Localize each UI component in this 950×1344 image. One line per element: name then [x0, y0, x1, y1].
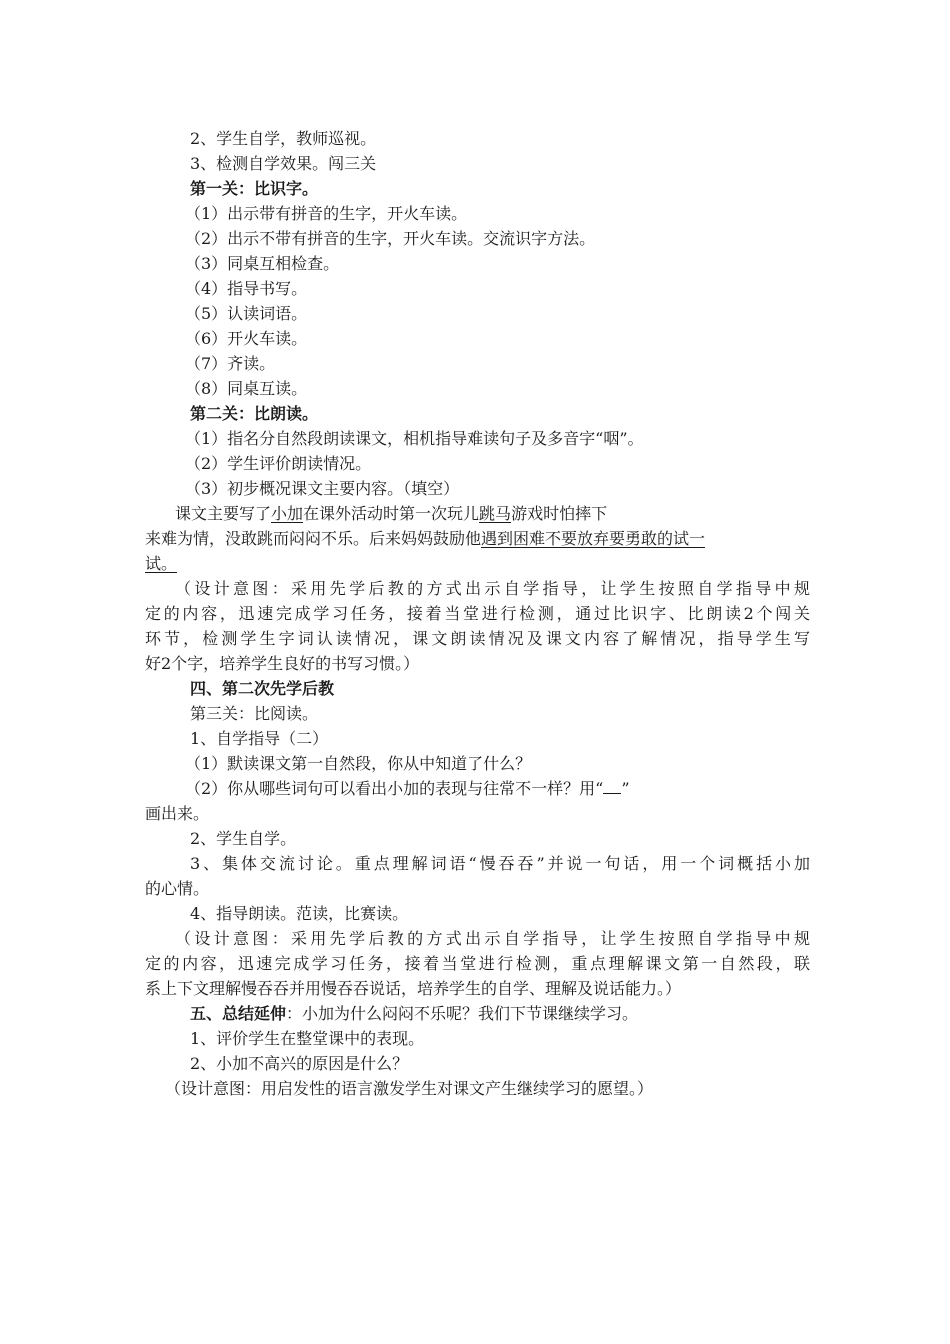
design-intent-1-line-3: 环节，检测学生字词认读情况，课文朗读情况及课文内容了解情况，指导学生写: [145, 629, 810, 648]
level-1-item-2: （2）出示不带有拼音的生字，开火车读。交流识字方法。: [185, 229, 596, 248]
step-3-check-results: 3、检测自学效果。闯三关: [190, 154, 377, 173]
level-2-item-1: （1）指名分自然段朗读课文，相机指导难读句子及多音字“咽”。: [185, 429, 644, 448]
step-3-discussion-cont: 的心情。: [145, 879, 210, 898]
summary-text: 来难为情，没敢跳而闷闷不乐。后来妈妈鼓励他: [145, 529, 482, 548]
level-1-item-6: （6）开火车读。: [185, 329, 308, 348]
level-1-item-1: （1）出示带有拼音的生字，开火车读。: [185, 204, 468, 223]
design-intent-3: （设计意图：用启发性的语言激发学生对课文产生继续学习的愿望。）: [165, 1079, 654, 1098]
level-1-item-7: （7）齐读。: [185, 354, 276, 373]
guide-2-item-2: [185, 776, 810, 801]
level-1-item-5: （5）认读词语。: [185, 304, 308, 323]
design-intent-1-line-1: （设计意图：采用先学后教的方式出示自学指导，让学生按照自学指导中规: [175, 579, 810, 598]
design-intent-2-line-1: （设计意图：采用先学后教的方式出示自学指导，让学生按照自学指导中规: [175, 929, 810, 948]
section-5-text: ：小加为什么闷闷不乐呢？我们下节课继续学习。: [286, 1004, 639, 1023]
design-intent-1-line-4: 好2个字，培养学生良好的书写习惯。）: [145, 654, 420, 673]
design-intent-2-line-2: 定的内容，迅速完成学习任务，接着当堂进行检测，重点理解课文第一自然段，联: [145, 954, 810, 973]
step-3-discussion: 3、集体交流讨论。重点理解词语“慢吞吞”并说一句话，用一个词概括小加: [190, 854, 810, 873]
step-2-self-study: 2、学生自学，教师巡视。: [190, 129, 377, 148]
design-intent-1-line-2: 定的内容，迅速完成学习任务，接着当堂进行检测，通过比识字、比朗读2个闯关: [145, 604, 810, 623]
level-1-heading: 第一关：比识字。: [190, 179, 319, 198]
level-2-heading: 第二关：比朗读。: [190, 404, 319, 423]
summary-item-1: 1、评价学生在整堂课中的表现。: [190, 1029, 425, 1048]
summary-text: 在课外活动时第一次玩儿: [303, 504, 480, 523]
section-4-heading: 四、第二次先学后教: [190, 679, 335, 698]
underline-mark: [603, 779, 621, 794]
guide-2-item-2-cont: 画出来。: [145, 804, 210, 823]
summary-answer-lesson-end: 试。: [145, 554, 178, 573]
self-study-guide-2: 1、自学指导（二）: [190, 729, 329, 748]
summary-answer-name: 小加: [271, 504, 304, 523]
fill-in-summary-line-1: [175, 501, 810, 526]
step-2-self-study-b: 2、学生自学。: [190, 829, 297, 848]
guide-2-item-2-close-quote: ”: [621, 779, 630, 798]
level-2-item-3: （3）初步概况课文主要内容。（填空）: [185, 479, 460, 498]
fill-in-summary-line-2: [145, 526, 810, 551]
level-3-heading: 第三关：比阅读。: [190, 704, 319, 723]
guide-2-item-1: （1）默读课文第一自然段，你从中知道了什么？: [185, 754, 532, 773]
design-intent-2-line-3: 系上下文理解慢吞吞并用慢吞吞说话，培养学生的自学、理解及说话能力。）: [145, 979, 682, 998]
level-1-item-8: （8）同桌互读。: [185, 379, 308, 398]
level-1-item-3: （3）同桌互相检查。: [185, 254, 340, 273]
summary-answer-game: 跳马: [479, 504, 512, 523]
level-1-item-4: （4）指导书写。: [185, 279, 308, 298]
summary-item-2: 2、小加不高兴的原因是什么？: [190, 1054, 409, 1073]
section-5-title: 五、总结延伸: [190, 1004, 287, 1023]
guide-2-item-2-text: （2）你从哪些词句可以看出小加的表现与往常不一样？用“: [185, 779, 604, 798]
summary-text: 游戏时怕摔下: [511, 504, 608, 523]
step-4-reading: 4、指导朗读。范读，比赛读。: [190, 904, 409, 923]
summary-answer-lesson: 遇到困难不要放弃要勇敢的试一: [481, 529, 706, 548]
fill-in-summary-line-3: [145, 551, 810, 576]
section-5-heading: [190, 1001, 810, 1026]
level-2-item-2: （2）学生评价朗读情况。: [185, 454, 372, 473]
summary-text: 课文主要写了: [175, 504, 272, 523]
